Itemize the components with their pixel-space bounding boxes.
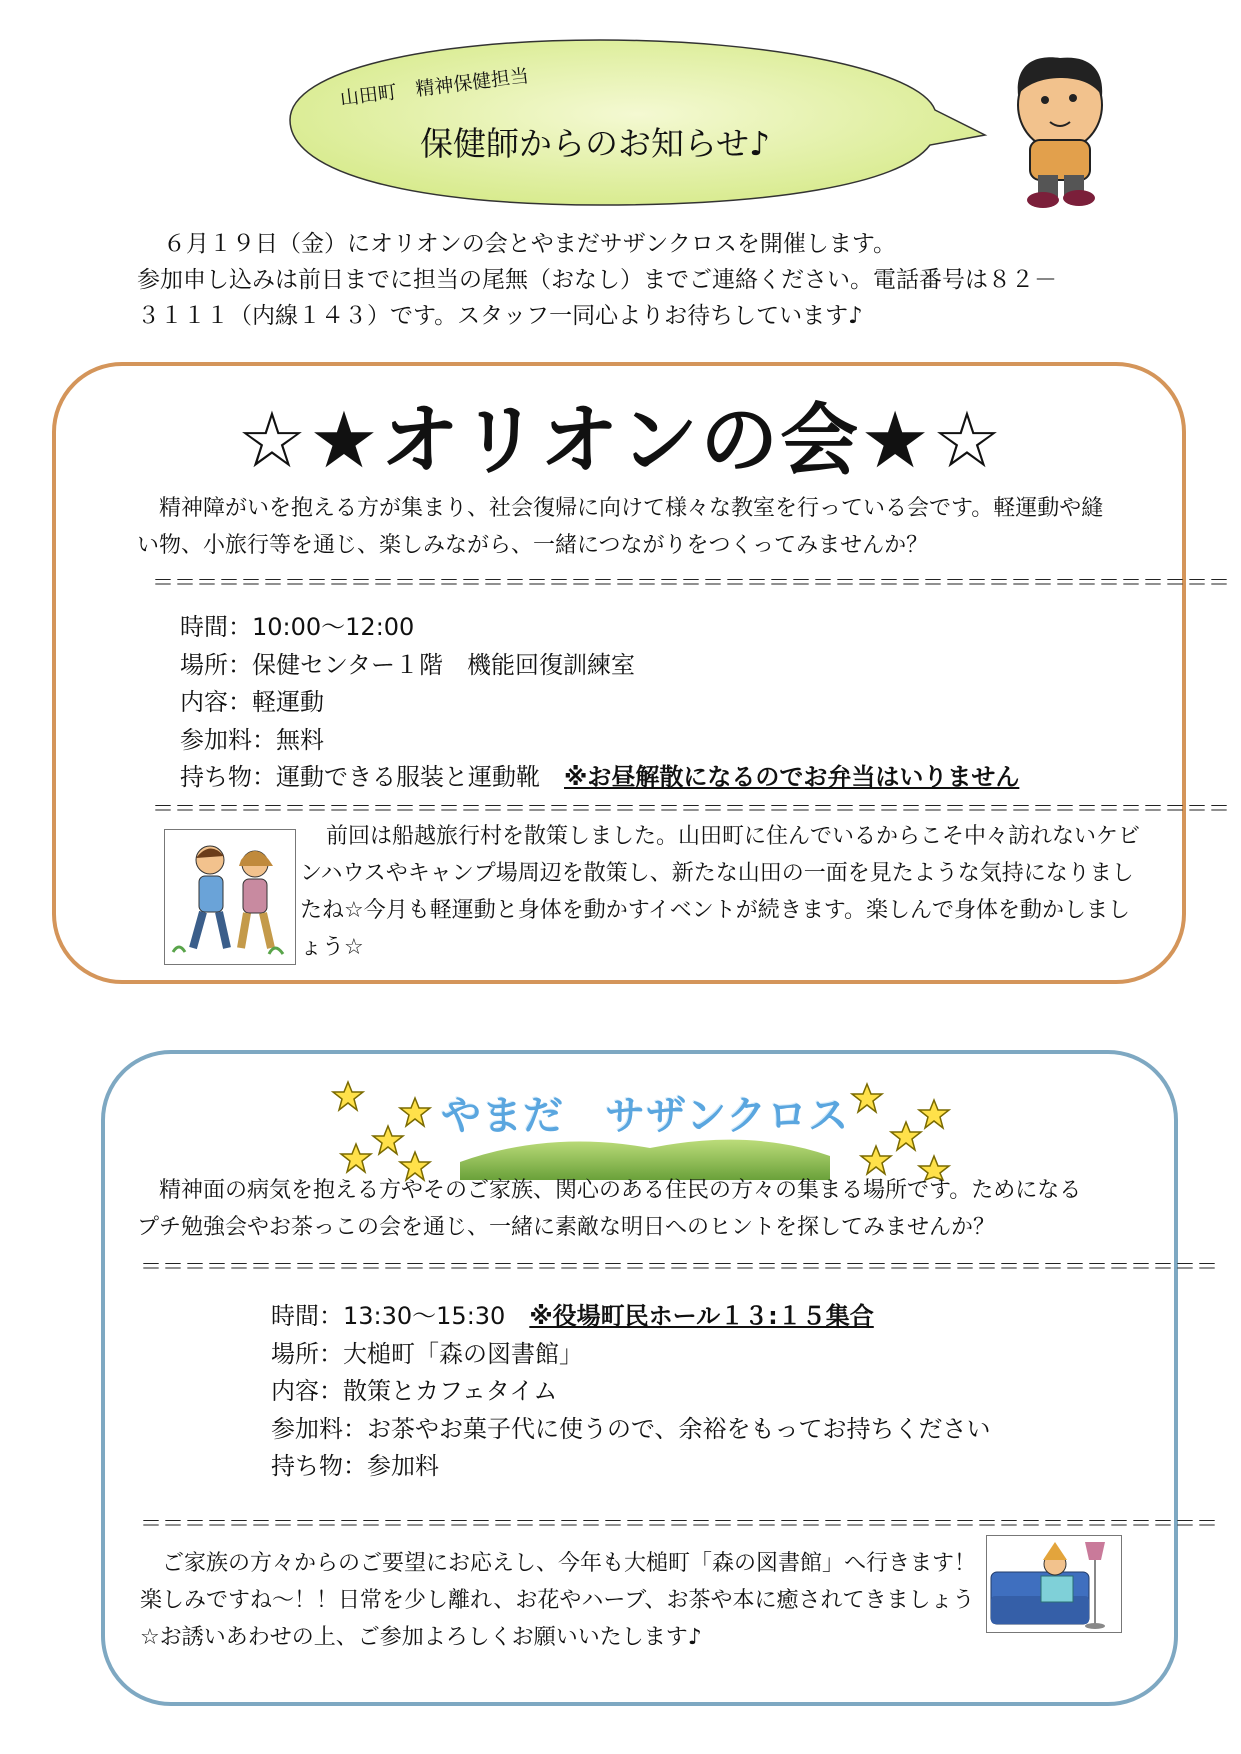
separator: ＝＝＝＝＝＝＝＝＝＝＝＝＝＝＝＝＝＝＝＝＝＝＝＝＝＝＝＝＝＝＝＝＝＝＝＝＝＝＝＝＝＝＝＝＝＝＝＝＝ bbox=[140, 1255, 1219, 1280]
intro-line: 参加申し込みは前日までに担当の尾無（おなし）までご連絡ください。電話番号は８２－ bbox=[137, 267, 1057, 293]
yamada-content: 内容：散策とカフェタイム bbox=[271, 1377, 558, 1405]
orion-description-line: 精神障がいを抱える方が集まり、社会復帰に向けて様々な教室を行っている会です。軽運動や縫 bbox=[137, 496, 1104, 521]
yamada-fee: 参加料：お茶やお菓子代に使うので、余裕をもってお持ちください bbox=[271, 1414, 991, 1443]
orion-content: 内容：軽運動 bbox=[180, 688, 324, 716]
header-title: 保健師からのお知らせ♪ bbox=[420, 124, 771, 163]
intro-line: ３１１１（内線１４３）です。スタッフ一同心よりお待ちしています♪ bbox=[137, 303, 863, 329]
header-subtitle: 山田町 精神保健担当 bbox=[338, 64, 531, 110]
yamada-title: やまだ サザンクロス bbox=[441, 1093, 850, 1139]
separator: ＝＝＝＝＝＝＝＝＝＝＝＝＝＝＝＝＝＝＝＝＝＝＝＝＝＝＝＝＝＝＝＝＝＝＝＝＝＝＝＝＝＝＝＝＝＝＝＝＝ bbox=[152, 571, 1231, 596]
yamada-message bbox=[140, 1545, 990, 1656]
orion-belongings-note: ※お昼解散になるのでお弁当はいりません bbox=[564, 763, 1020, 791]
intro-line: ６月１９日（金）にオリオンの会とやまだサザンクロスを開催します。 bbox=[163, 231, 897, 257]
separator: ＝＝＝＝＝＝＝＝＝＝＝＝＝＝＝＝＝＝＝＝＝＝＝＝＝＝＝＝＝＝＝＝＝＝＝＝＝＝＝＝＝＝＝＝＝＝＝＝＝ bbox=[140, 1512, 1219, 1537]
yamada-description-line: 精神面の病気を抱える方やそのご家族、関心のある住民の方々の集まる場所です。ためになる bbox=[137, 1178, 1082, 1203]
yamada-message-line: ご家族の方々からのご要望にお応えし、今年も大槌町「森の図書館」へ行きます！ bbox=[140, 1551, 977, 1576]
orion-report-line: ょう☆ bbox=[300, 935, 364, 960]
reading-on-sofa-icon bbox=[986, 1535, 1122, 1633]
orion-belongings bbox=[180, 759, 1019, 797]
separator: ＝＝＝＝＝＝＝＝＝＝＝＝＝＝＝＝＝＝＝＝＝＝＝＝＝＝＝＝＝＝＝＝＝＝＝＝＝＝＝＝＝＝＝＝＝＝＝＝＝ bbox=[152, 797, 1231, 822]
orion-report-line: ンハウスやキャンプ場周辺を散策し、新たな山田の一面を見たような気持になりまし bbox=[300, 861, 1134, 886]
orion-report-line: たね☆今月も軽運動と身体を動かすイベントが続きます。楽しんで身体を動かしまし bbox=[300, 898, 1130, 923]
yamada-message-line: 楽しみですね～！！日常を少し離れ、お花やハーブ、お茶や本に癒されてきましょう bbox=[140, 1588, 975, 1613]
orion-place: 場所：保健センター１階 機能回復訓練室 bbox=[180, 650, 636, 679]
orion-fee: 参加料：無料 bbox=[180, 725, 324, 754]
yamada-belongings: 持ち物：参加料 bbox=[271, 1452, 439, 1480]
orion-title: ☆★オリオンの会★☆ bbox=[237, 396, 1004, 486]
orion-description bbox=[137, 490, 1147, 564]
yamada-message-line: ☆お誘いあわせの上、ご参加よろしくお願いいたします♪ bbox=[140, 1625, 702, 1650]
orion-report bbox=[300, 818, 1150, 966]
orion-description-line: い物、小旅行等を通じ、楽しみながら、一緒につながりをつくってみませんか？ bbox=[137, 533, 929, 558]
character-icon bbox=[1018, 57, 1102, 208]
intro-paragraph bbox=[137, 226, 1157, 334]
yamada-time-note: ※役場町民ホール１３:１５集合 bbox=[529, 1302, 874, 1330]
walking-people-icon bbox=[164, 829, 296, 965]
orion-report-line: 前回は船越旅行村を散策しました。山田町に住んでいるからこそ中々訪れないケビ bbox=[326, 824, 1141, 849]
orion-belongings-text: 持ち物：運動できる服装と運動靴 bbox=[180, 763, 564, 791]
yamada-place: 場所：大槌町「森の図書館」 bbox=[271, 1339, 583, 1368]
orion-time: 時間：10:00～12:00 bbox=[180, 613, 415, 641]
orion-info-list bbox=[180, 609, 1019, 797]
yamada-description-line: プチ勉強会やお茶っこの会を通じ、一緒に素敵な明日へのヒントを探してみませんか？ bbox=[137, 1215, 996, 1240]
yamada-info-list bbox=[271, 1298, 991, 1486]
header-speech-bubble bbox=[0, 0, 1241, 230]
yamada-description bbox=[137, 1172, 1167, 1246]
yamada-time: 時間：13:30～15:30 bbox=[271, 1302, 530, 1330]
